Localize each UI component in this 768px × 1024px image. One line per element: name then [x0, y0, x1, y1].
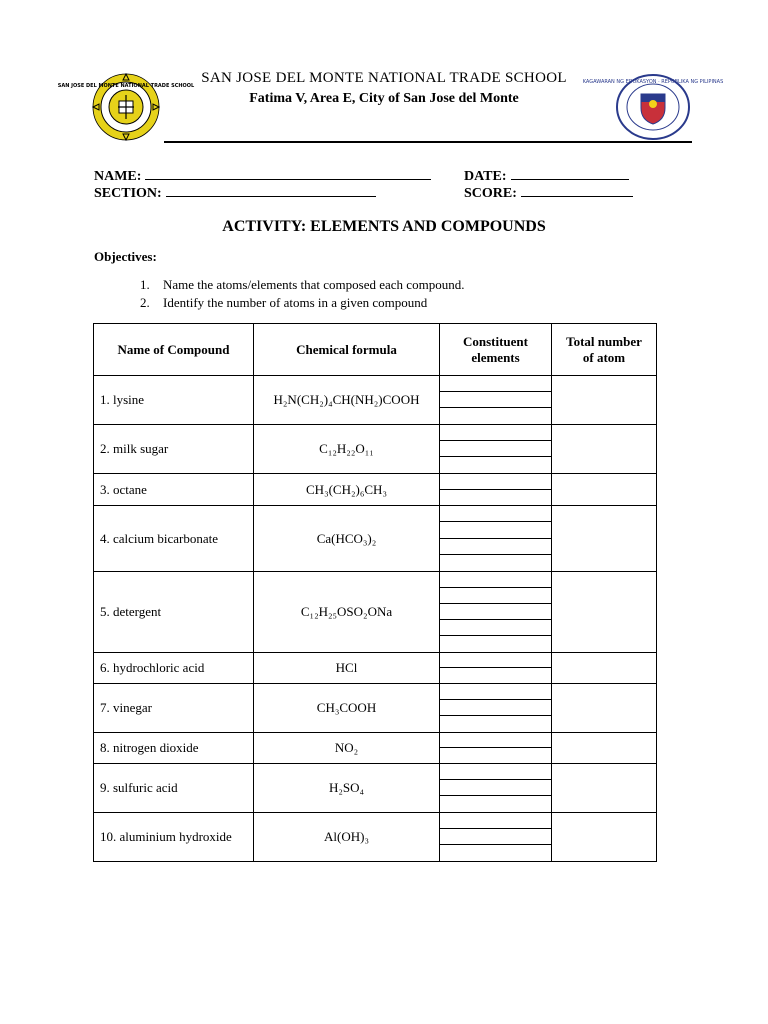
deped-seal-text: KAGAWARAN NG EDUKASYON · REPUBLIKA NG PILIPINAS	[582, 79, 724, 85]
constituent-elements-cell[interactable]	[440, 572, 552, 653]
element-answer-line[interactable]	[440, 392, 551, 408]
name-field[interactable]	[94, 167, 431, 185]
constituent-elements-cell[interactable]	[440, 653, 552, 684]
total-atoms-cell[interactable]	[552, 572, 657, 653]
chemical-formula: H₂N(CH₂)₄CH(NH₂)COOH	[254, 376, 440, 425]
total-atoms-cell[interactable]	[552, 764, 657, 813]
element-answer-line[interactable]	[440, 636, 551, 651]
section-field[interactable]	[94, 184, 376, 202]
element-answer-line[interactable]	[440, 748, 551, 762]
header-total-number-of-atom: Total number of atom	[552, 324, 657, 376]
element-answer-line[interactable]	[440, 376, 551, 392]
element-answer-line[interactable]	[440, 716, 551, 731]
table-row	[94, 572, 657, 653]
objective-item	[140, 295, 427, 311]
chemical-formula: CH₃COOH	[254, 684, 440, 733]
element-answer-line[interactable]	[440, 700, 551, 716]
total-atoms-cell[interactable]	[552, 813, 657, 862]
section-blank[interactable]	[166, 184, 376, 197]
compound-name: 9. sulfuric acid	[94, 764, 254, 813]
total-atoms-cell[interactable]	[552, 506, 657, 572]
objectives-heading: Objectives:	[94, 249, 157, 264]
school-address: Fatima V, Area E, City of San Jose del Monte	[249, 91, 519, 106]
table-row	[94, 684, 657, 733]
element-answer-line[interactable]	[440, 506, 551, 522]
element-answer-line[interactable]	[440, 522, 551, 538]
total-atoms-cell[interactable]	[552, 376, 657, 425]
element-answer-line[interactable]	[440, 572, 551, 588]
element-answer-line[interactable]	[440, 408, 551, 423]
header-rule	[164, 141, 692, 143]
activity-title: ACTIVITY: ELEMENTS AND COMPOUNDS	[222, 218, 546, 235]
total-atoms-cell[interactable]	[552, 653, 657, 684]
compounds-table	[93, 323, 657, 862]
table-row	[94, 733, 657, 764]
school-seal-text: SAN JOSE DEL MONTE NATIONAL TRADE SCHOOL	[57, 83, 195, 89]
chemical-formula: CH₃(CH₂)₆CH₃	[254, 474, 440, 506]
name-blank[interactable]	[145, 167, 431, 180]
constituent-elements-cell[interactable]	[440, 425, 552, 474]
objective-number: 2.	[140, 295, 150, 310]
chemical-formula: HCl	[254, 653, 440, 684]
table-row	[94, 764, 657, 813]
constituent-elements-cell[interactable]	[440, 733, 552, 764]
element-answer-line[interactable]	[440, 764, 551, 780]
objective-text: Name the atoms/elements that composed each compound.	[163, 277, 465, 292]
element-answer-line[interactable]	[440, 604, 551, 620]
date-field[interactable]	[464, 167, 629, 185]
total-atoms-cell[interactable]	[552, 474, 657, 506]
constituent-elements-cell[interactable]	[440, 764, 552, 813]
compound-name: 10. aluminium hydroxide	[94, 813, 254, 862]
total-atoms-cell[interactable]	[552, 425, 657, 474]
element-answer-line[interactable]	[440, 457, 551, 472]
element-answer-line[interactable]	[440, 668, 551, 682]
table-row	[94, 813, 657, 862]
compound-name: 7. vinegar	[94, 684, 254, 733]
element-answer-line[interactable]	[440, 684, 551, 700]
element-answer-line[interactable]	[440, 490, 551, 505]
objective-item	[140, 277, 464, 293]
table-row	[94, 506, 657, 572]
section-label: SECTION:	[94, 186, 162, 201]
compound-name: 8. nitrogen dioxide	[94, 733, 254, 764]
score-blank[interactable]	[521, 184, 633, 197]
element-answer-line[interactable]	[440, 441, 551, 457]
constituent-elements-cell[interactable]	[440, 684, 552, 733]
date-blank[interactable]	[511, 167, 629, 180]
table-row	[94, 474, 657, 506]
element-answer-line[interactable]	[440, 813, 551, 829]
compound-name: 1. lysine	[94, 376, 254, 425]
objective-text: Identify the number of atoms in a given compound	[163, 295, 428, 310]
name-label: NAME:	[94, 169, 142, 184]
school-name: SAN JOSE DEL MONTE NATIONAL TRADE SCHOOL	[201, 70, 567, 86]
compound-name: 6. hydrochloric acid	[94, 653, 254, 684]
chemical-formula: Al(OH)₃	[254, 813, 440, 862]
chemical-formula: NO₂	[254, 733, 440, 764]
total-atoms-cell[interactable]	[552, 733, 657, 764]
chemical-formula: C₁₂H₂₂O₁₁	[254, 425, 440, 474]
table-header-row	[94, 324, 657, 376]
compound-name: 3. octane	[94, 474, 254, 506]
constituent-elements-cell[interactable]	[440, 813, 552, 862]
chemical-formula: H₂SO₄	[254, 764, 440, 813]
element-answer-line[interactable]	[440, 555, 551, 570]
chemical-formula: C₁₂H₂₅OSO₂ONa	[254, 572, 440, 653]
chemical-formula: Ca(HCO₃)₂	[254, 506, 440, 572]
element-answer-line[interactable]	[440, 620, 551, 636]
element-answer-line[interactable]	[440, 780, 551, 796]
element-answer-line[interactable]	[440, 653, 551, 668]
score-label: SCORE:	[464, 186, 517, 201]
table-row	[94, 425, 657, 474]
date-label: DATE:	[464, 169, 507, 184]
compound-name: 2. milk sugar	[94, 425, 254, 474]
element-answer-line[interactable]	[440, 845, 551, 860]
objective-number: 1.	[140, 277, 150, 292]
header-name-of-compound: Name of Compound	[94, 324, 254, 376]
header-constituent-elements: Constituent elements	[440, 324, 552, 376]
constituent-elements-cell[interactable]	[440, 474, 552, 506]
element-answer-line[interactable]	[440, 796, 551, 811]
table-row	[94, 653, 657, 684]
element-answer-line[interactable]	[440, 539, 551, 555]
compound-name: 5. detergent	[94, 572, 254, 653]
constituent-elements-cell[interactable]	[440, 376, 552, 425]
element-answer-line[interactable]	[440, 425, 551, 441]
header-chemical-formula: Chemical formula	[254, 324, 440, 376]
table-row	[94, 376, 657, 425]
element-answer-line[interactable]	[440, 588, 551, 604]
element-answer-line[interactable]	[440, 474, 551, 490]
element-answer-line[interactable]	[440, 829, 551, 845]
compound-name: 4. calcium bicarbonate	[94, 506, 254, 572]
element-answer-line[interactable]	[440, 733, 551, 748]
total-atoms-cell[interactable]	[552, 684, 657, 733]
constituent-elements-cell[interactable]	[440, 506, 552, 572]
score-field[interactable]	[464, 184, 633, 202]
